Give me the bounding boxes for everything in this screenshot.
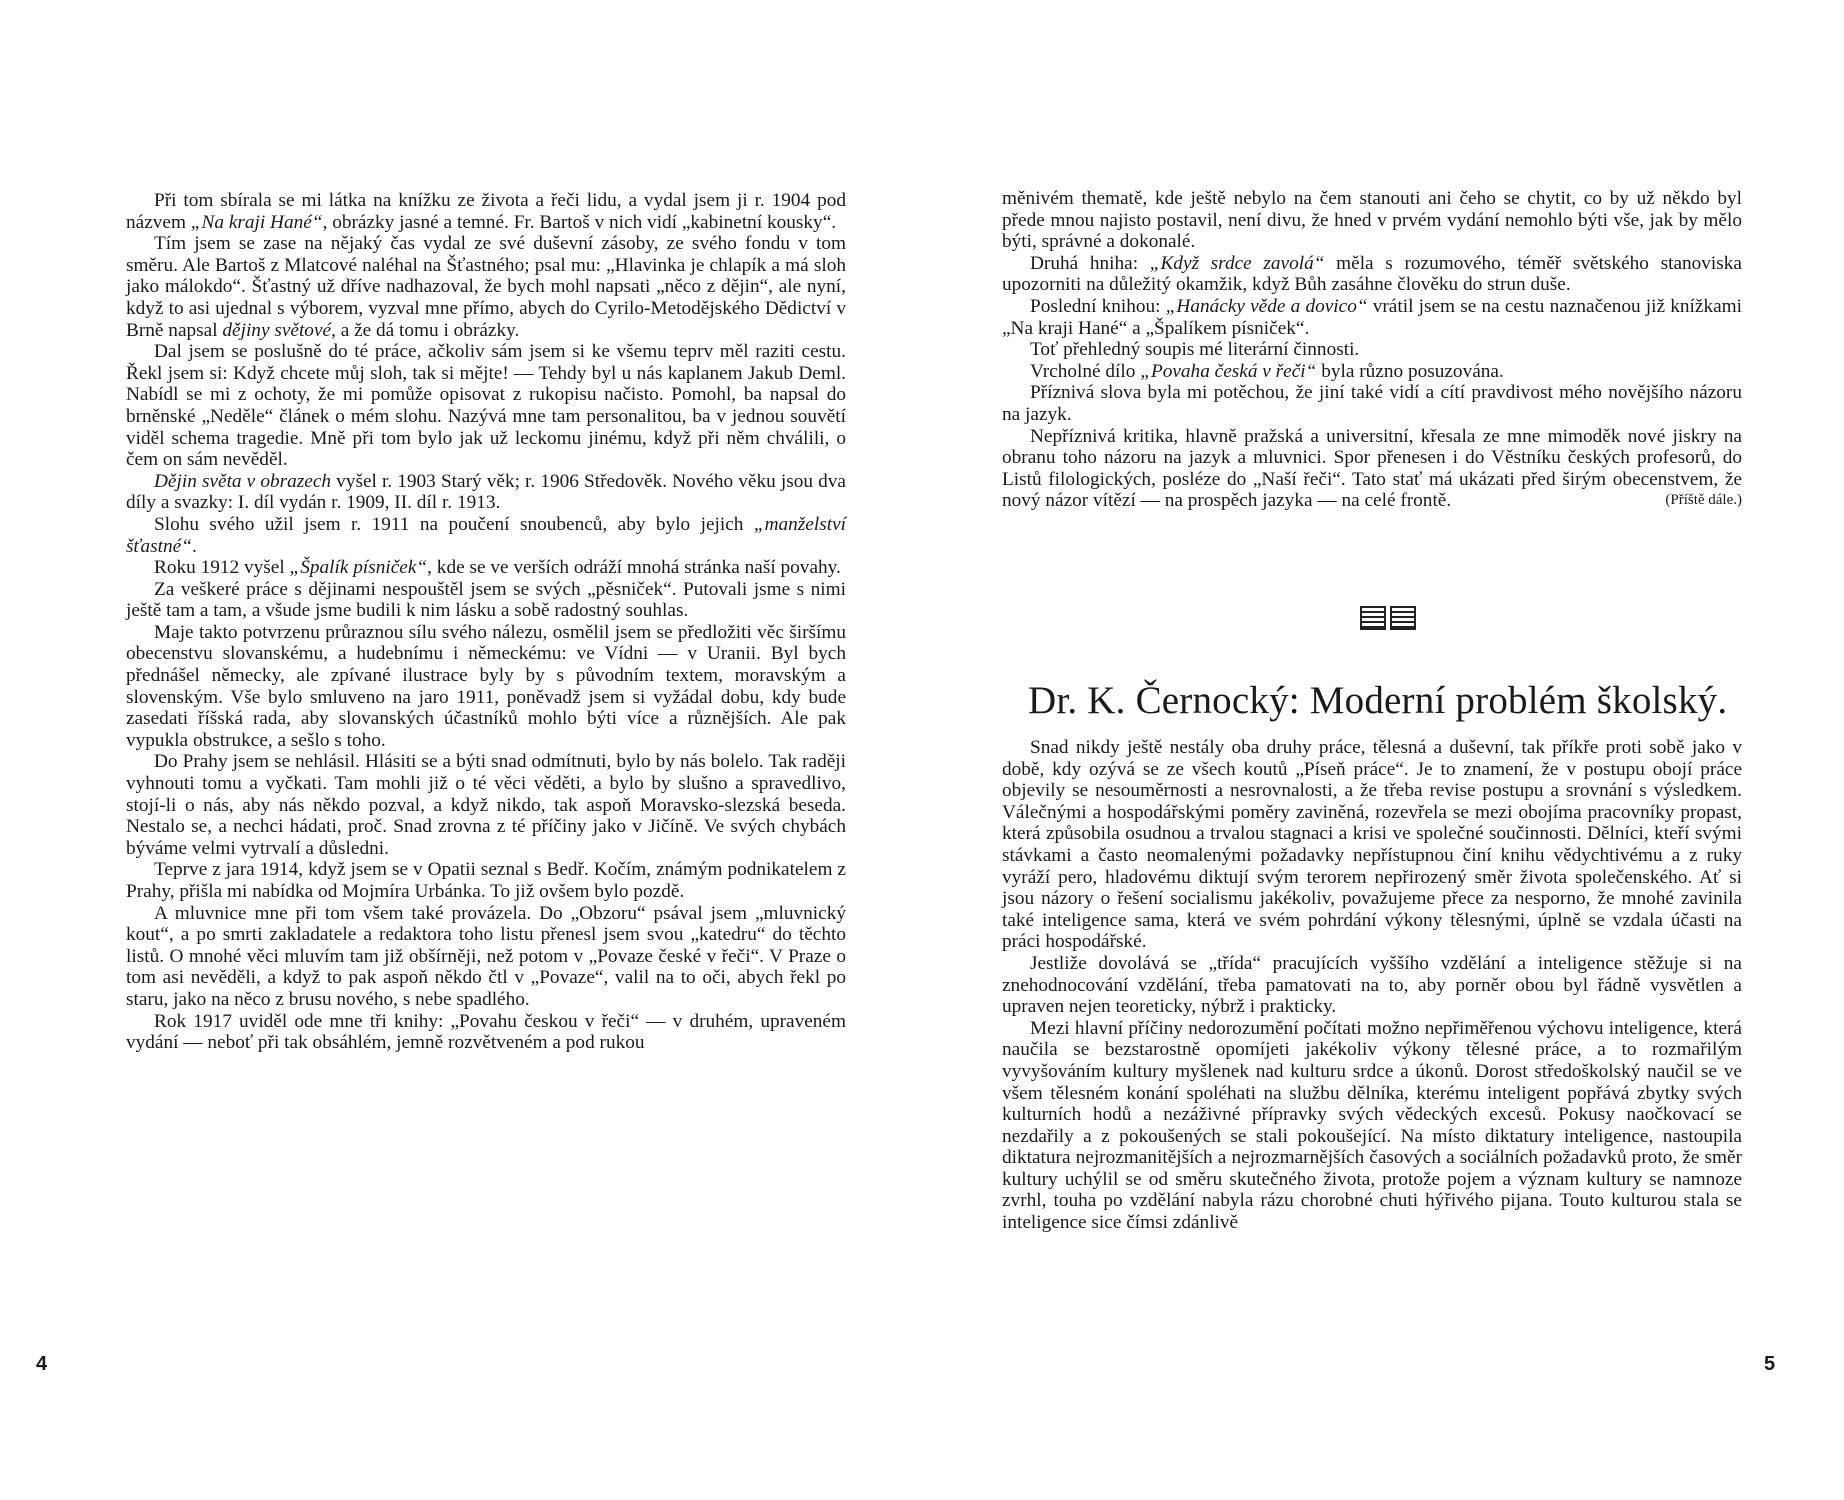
article-title: Dr. K. Černocký: Moderní problém školský. [1028, 679, 1728, 722]
page-number: 5 [1764, 1353, 1776, 1375]
paragraph: Nepříznivá kritika, hlavně pražská a universitní, křesala ze mne mimoděk nové jiskry na obranu toho názoru na jazyk a mluvnici. Spor přenesen i do Věstníku českých profesorů, do Listů filologických, posléze do „Naší řeči“. Tato stať má ukázati před širým obecenstvem, že nový názor vítězí — na prospěch jazyka — na celé frontě. (Příště dále.) [1002, 425, 1742, 512]
paragraph: Tím jsem se zase na nějaký čas vydal ze své duševní zásoby, ze svého fondu v tom směru. Ale Bartoš z Mlatcové naléhal na Šťastného; psal mu: „Hlavinka je chlapík a má sloh jako málokdo“. Šťastný už dříve nadhazoval, že bych mohl napsati „něco z dějin“, ale nyní, když to asi ujednal s výborem, vyzval mne přímo, abych do Cyrilo-Metodějského Dědictví v Brně napsal dějiny světové, a že dá tomu i obrázky. [126, 233, 846, 341]
paragraph: Dal jsem se poslušně do té práce, ačkoliv sám jsem si ke všemu teprv měl raziti cestu. Řekl jsem si: Když chcete můj sloh, tak si mějte! — Tehdy byl u nás kaplanem Jakub Deml. Nabídl se mi z ochoty, že mi pomůže opisovat z rukopisu načisto. Pomohl, ba napsal do brněnské „Neděle“ článek o mém slohu. Nazývá mne tam personalitou, ba v jednou souvětí viděl schema tragedie. Mně při tom bylo jak už leckomu jinému, když při něm chválili, o čem on sám nevěděl. [126, 341, 846, 471]
paragraph: Dějin světa v obrazech vyšel r. 1903 Starý věk; r. 1906 Středověk. Nového věku jsou dva díly a svazky: I. díl vydán r. 1909, II. díl r. 1913. [126, 470, 846, 514]
article-text [1002, 737, 1742, 1234]
paragraph: Druhá hniha: „Když srdce zavolá“ měla s rozumového, téměř světského stanoviska upozorniti na důležitý okamžik, když Bůh zasáhne člověku do strun duše. [1002, 252, 1742, 296]
paragraph: Příznivá slova byla mi potěchou, že jiní také vidí a cítí pravdivost mého novějšího názoru na jazyk. [1002, 382, 1742, 425]
paragraph: Do Prahy jsem se nehlásil. Hlásiti se a býti snad odmítnuti, bylo by nás bolelo. Tak raději vyhnouti tomu a vyčkati. Tam mohli již o té věci věděti, a bylo by slušno a spravedlivo, stojí-li o nás, aby nás někdo pozval, a když nikdo, tak aspoň Moravsko-slezská beseda. Nestalo se, a nechci hádati, proč. Snad zrovna z té příčiny jako v Jičíně. Ve svých chybách býváme velmi vytrvalí a důsledni. [126, 751, 846, 859]
ornament-block [1360, 606, 1386, 630]
page-number: 4 [36, 1353, 48, 1375]
ornament-block [1390, 606, 1416, 630]
paragraph: A mluvnice mne při tom všem také provázela. Do „Obzoru“ psával jsem „mluvnický kout“, a po smrti zakladatele a redaktora toho listu přenesl jsem svou „katedru“ do těchto listů. O mnohé věci mluvím tam již obšírněji, než potom v „Povaze české v řeči“. V Praze o tom asi nevěděli, a když to pak aspoň někdo čtl v „Povaze“, valil na to oči, abych řekl po staru, jako na něco z brusu nového, s nebe spadlého. [126, 902, 846, 1010]
paragraph: Poslední knihou: „Hanácky věde a dovico“ vrátil jsem se na cestu naznačenou již knížkami „Na kraji Hané“ a „Špalíkem písniček“. [1002, 295, 1742, 339]
paragraph: Rok 1917 uviděl ode mne tři knihy: „Povahu českou v řeči“ — v druhém, upraveném vydání — neboť při tak obsáhlém, jemně rozvětveném a pod rukou [126, 1010, 846, 1054]
right-page-text [1002, 188, 1742, 512]
paragraph: měnivém thematě, kde ještě nebylo na čem stanouti ani čeho se chytit, co by už někdo byl přede mnou najisto postavil, není divu, že hned v prvém vydání nemohlo býti vše, jak by mělo býti, správné a dokonalé. [1002, 188, 1742, 253]
paragraph: Maje takto potvrzenu průraznou sílu svého nálezu, osmělil jsem se předložiti věc širšímu obecenstvu slovanskému, a hudebnímu i německému: ve Vídni — v Uranii. Byl bych přednášel německy, ale zpívané ilustrace byly by s původním textem, moravským a slovenským. Vše bylo smluveno na jaro 1911, poněvadž jsem si vyžádal dobu, kdy bude zasedati říšská rada, aby slovanských účastníků mohlo býti více a různějších. Ale pak vypukla obstrukce, a sešlo s toho. [126, 621, 846, 751]
paragraph: Při tom sbírala se mi látka na knížku ze života a řeči lidu, a vydal jsem ji r. 1904 pod názvem „Na kraji Hané“, obrázky jasné a temné. Fr. Bartoš v nich vidí „kabinetní kousky“. [126, 190, 846, 233]
paragraph: Snad nikdy ještě nestály oba druhy práce, tělesná a duševní, tak příkře proti sobě jako v době, kdy ozývá se ze všech koutů „Píseň práce“. Je to znamení, že v postupu obojí práce objevily se nesouměrnosti a nesrovnalosti, a že třeba revise postupu a srovnání s výsledkem. Válečnými a hospodářskými poměry zaviněná, rozevřela se mezi obojíma pracovníky propast, která způsobila osudnou a trvalou stagnaci a krisi ve společné součinnosti. Dělníci, kteří svými stávkami a často neomalenými požadavky nepřístupnou činí knihu vědychtivému a z ruky vyráží pero, hladovému diktují svým terorem nepřirozený směr života společenského. Ať si jsou názory o řešení socialismu jakékoliv, považujeme přece za nesporno, že mnohé zavinila také inteligence sama, která ve svém pohrdání výkony tělesnými, úplně se vzdala účasti na práci hospodářské. [1002, 737, 1742, 953]
paragraph: Mezi hlavní příčiny nedorozumění počítati možno nepřiměřenou výchovu inteligence, která naučila se bezstarostně opomíjeti jakékoliv výkony tělesné práce, a to rozmařilým vyvyšováním kultury myšlenek nad kulturu srdce a úkonů. Dorost středoškolský naučil se ve všem tělesném konání spoléhati na službu dělníka, kterému inteligent popřává zbytky svých kulturních hodů a nezáživné přípravky svých vědeckých excesů. Pokusy naočkovací se nezdařily a z pokoušených se stali pokoušející. Na místo diktatury inteligence, nastoupila diktatura nejrozmanitějších a nejrozmarnějších časových a sociálních požadavků proto, že směr kultury uchýlil se od směru skutečného života, protože pojem a význam kultury se namnoze zvrhl, touha po vzdělání nabyla rázu chorobné chuti hýřivého pijana. Touto kulturou stala se inteligence sice čímsi zdánlivě [1002, 1017, 1742, 1234]
right-page [922, 0, 1844, 1500]
paragraph: Toť přehledný soupis mé literární činnosti. [1030, 339, 1360, 361]
double-block-ornament-icon [1360, 606, 1416, 630]
paragraph: Za veškeré práce s dějinami nespouštěl jsem se svých „pěsniček“. Putovali jsme s nimi ještě tam a tam, a všude jsme budili k nim lásku a sobě radostný souhlas. [126, 578, 846, 622]
paragraph: Teprve z jara 1914, když jsem se v Opatii seznal s Bedř. Kočím, známým podnikatelem z Prahy, přišla mi nabídka od Mojmíra Urbánka. To již ovšem bylo pozdě. [126, 859, 846, 902]
paragraph: Jestliže dovolává se „třída“ pracujících vyššího vzdělání a inteligence stěžuje si na znehodnocování vzdělání, třeba pamatovati na to, aby porněr obou byl řádně vysvětlen a upraven nejen teoreticky, nýbrž i prakticky. [1002, 952, 1742, 1018]
paragraph: Vrcholné dílo „Povaha česká v řeči“ byla různo posuzována. [1030, 360, 1504, 382]
continued-note: (Příště dále.) [1665, 492, 1742, 509]
paragraph: Roku 1912 vyšel „Špalík písniček“, kde se ve verších odráží mnohá stránka naší povahy. [154, 557, 841, 579]
paragraph: Slohu svého užil jsem r. 1911 na poučení snoubenců, aby bylo jejich „manželství šťastné“. [126, 513, 846, 557]
left-page-text [126, 190, 846, 1054]
